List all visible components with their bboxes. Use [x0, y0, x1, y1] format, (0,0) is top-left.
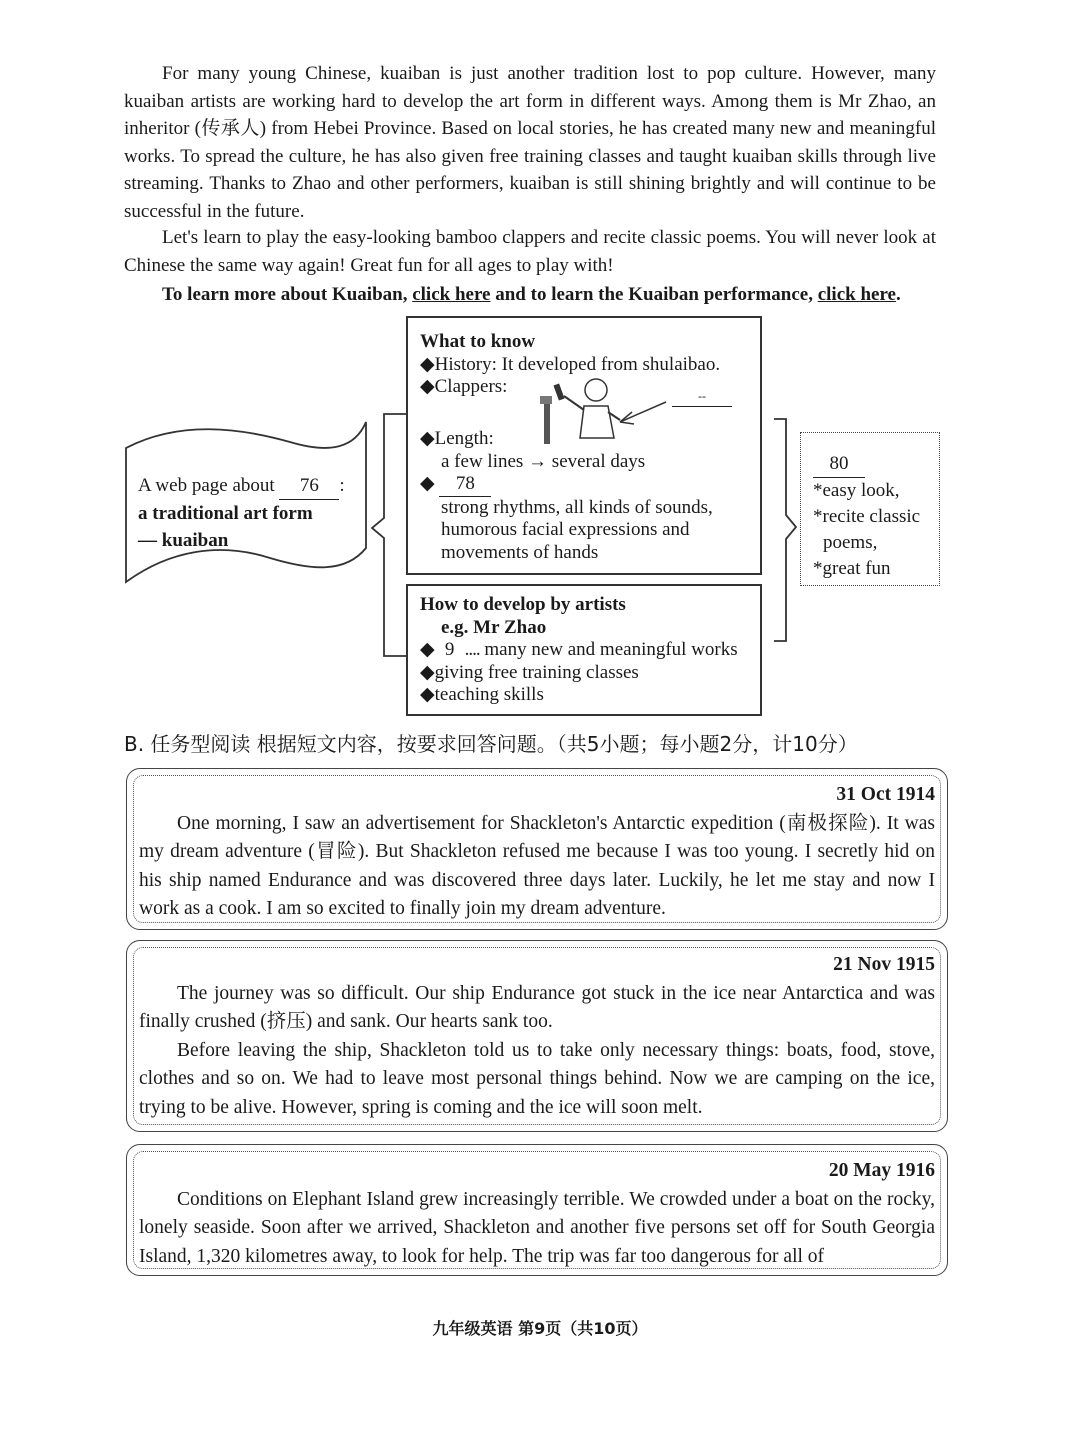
flag-colon: :: [339, 475, 345, 496]
right-item-3: *great fun: [813, 558, 891, 579]
develop-title: How to develop by artists: [420, 594, 626, 615]
blank-79: 9: [444, 639, 455, 660]
right-item-2: *recite classic: [813, 506, 921, 527]
passage-paragraph-2: [124, 224, 936, 279]
diary-date-3: 20 May 1916: [828, 1160, 935, 1181]
clappers-item: Clappers:: [434, 376, 508, 397]
click-here-link-1[interactable]: click here: [412, 284, 491, 305]
bullet-icon: ◆: [420, 684, 435, 705]
what-to-know-box: [406, 316, 762, 575]
bullet-icon: ◆: [420, 661, 435, 683]
passage-paragraph-1: [124, 60, 936, 225]
what-to-know-title: What to know: [420, 331, 536, 352]
passage-text-1: For many young Chinese, kuaiban is just another tradition lost to pop culture. However, many kuaiban artists are working hard to develop the art form in different ways. Among them is Mr Zhao, an inheritor (传承人) from Hebei Province. Based on local stories, he has created many new and meaningful works. To spread the culture, he has also given free training classes and taught kuaiban skills through live streaming. Thanks to Zhao and other performers, kuaiban is still shining brightly and will continue to be successful in the future.: [124, 63, 936, 222]
develop-item-2: giving free training classes: [434, 661, 639, 683]
feature-line-3: movements of hands: [441, 541, 599, 563]
links-text-c: .: [895, 284, 901, 305]
passage-links-line: [124, 281, 936, 309]
length-item: Length:: [434, 428, 494, 449]
develop-item-1: many new and meaningful works: [484, 639, 738, 660]
develop-example: e.g. Mr Zhao: [441, 616, 547, 638]
how-to-develop-box: How to develop by artists e.g. Mr Zhao ◆ 9 .... many new and meaningful works ◆giving free training classes ◆teaching skills: [406, 584, 762, 716]
diary-date-1: 31 Oct 1914: [836, 784, 935, 805]
bullet-icon: ◆: [420, 353, 435, 375]
length-detail: a few lines → several days: [441, 450, 646, 472]
feature-line-1: strong rhythms, all kinds of sounds,: [441, 496, 713, 518]
right-item-2b: poems,: [823, 532, 878, 553]
section-b-heading: B. 任务型阅读 根据短文内容，按要求回答问题。（共5小题；每小题2分，计10分）: [124, 732, 858, 756]
diary-text-2b: Before leaving the ship, Shackleton told us to take only necessary things: boats, food, stove, clothes and so on. We had to leave most personal things behind. Now we are camping on the ice, trying to be alive. However, spring is coming and the ice will soon melt.: [139, 1039, 935, 1118]
flag-line-1: A web page about: [138, 475, 275, 496]
bullet-icon: ◆: [420, 376, 435, 397]
diary-entry-1: [126, 768, 948, 930]
bullet-icon: ◆: [420, 639, 435, 660]
blank-clappers: --: [672, 386, 732, 407]
click-here-link-2[interactable]: click here: [817, 284, 896, 305]
blank-78: 78: [439, 473, 491, 497]
diary-entry-2: [126, 940, 948, 1132]
blank-80: 80: [813, 451, 865, 478]
right-brace: [770, 415, 804, 645]
flag-line-3: — kuaiban: [138, 530, 229, 551]
flag-line-2: a traditional art form: [138, 503, 313, 524]
bullet-icon: ◆: [420, 428, 435, 449]
feature-line-2: humorous facial expressions and: [441, 519, 690, 540]
page-footer: 九年级英语 第9页（共10页）: [432, 1319, 648, 1338]
diary-entry-3: [126, 1144, 948, 1276]
right-summary-box: [800, 432, 940, 586]
diary-text-2a: The journey was so difficult. Our ship Endurance got stuck in the ice near Antarctica and was finally crushed (挤压) and sank. Our hearts sank too.: [139, 982, 935, 1032]
links-text-a: To learn more about Kuaiban,: [162, 284, 413, 305]
links-text-b: and to learn the Kuaiban performance,: [490, 284, 818, 305]
bullet-icon: ◆: [420, 473, 435, 494]
history-item: History: It developed from shulaibao.: [434, 353, 721, 375]
right-item-1: *easy look,: [813, 480, 900, 501]
diary-date-2: 21 Nov 1915: [833, 954, 935, 975]
develop-item-3: teaching skills: [434, 684, 544, 705]
diary-text-1: One morning, I saw an advertisement for Shackleton's Antarctic expedition (南极探险). It was my dream adventure (冒险). But Shackleton refused me because I was too young. I secretly hid on his ship named Endurance and was discovered three days later. Luckily, he let me stay and now I work as a cook. I am so excited to finally join my dream adventure.: [139, 812, 935, 919]
diary-text-3: Conditions on Elephant Island grew increasingly terrible. We crowded under a boat on the rocky, lonely seaside. Soon after we arrived, Shackleton and another five persons set off for South Georgia Island, 1,320 kilometres away, to look for help. The trip was far too dangerous for all of: [139, 1188, 935, 1267]
flag-text: [138, 472, 345, 554]
passage-text-2: Let's learn to play the easy-looking bamboo clappers and recite classic poems. You will never look at Chinese the same way again! Great fun for all ages to play with!: [124, 227, 936, 276]
blank-76: 76: [279, 472, 339, 500]
